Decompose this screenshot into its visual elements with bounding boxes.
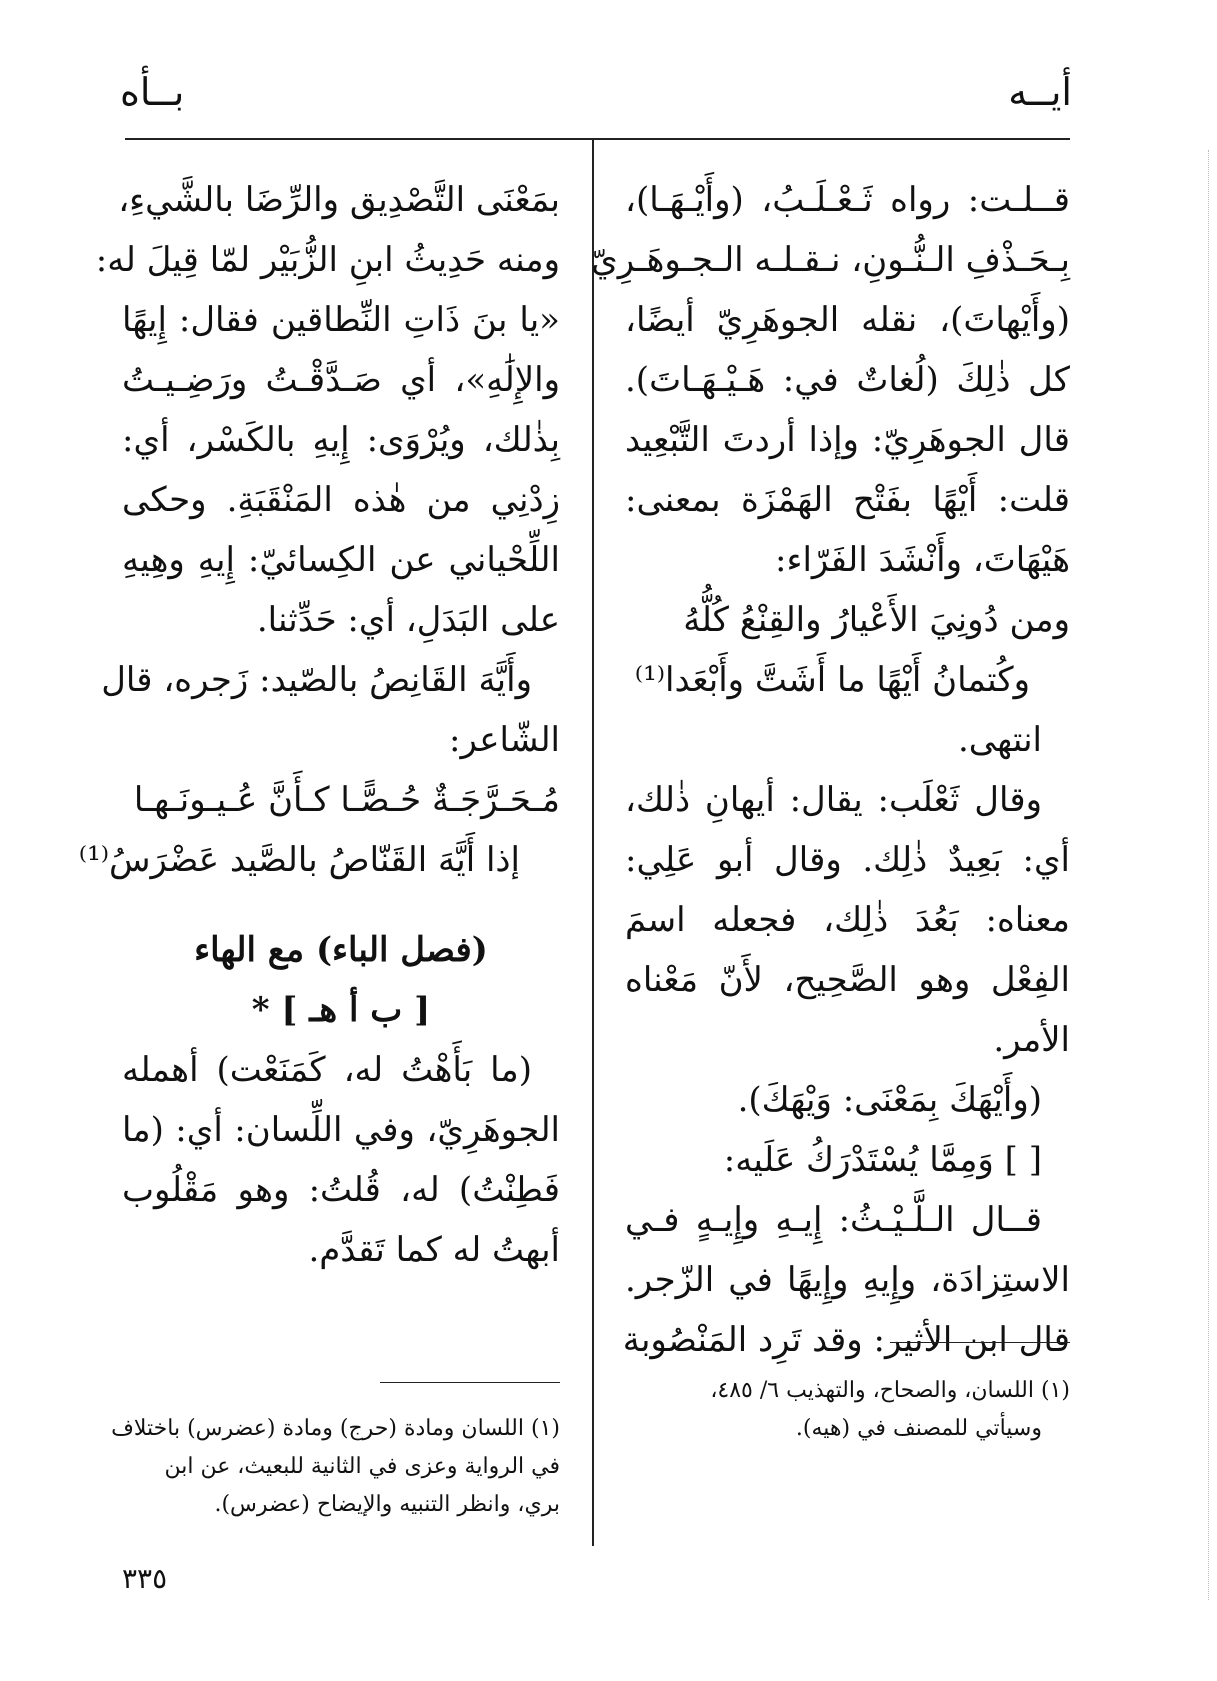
text-line: بِـحَـذْفِ الـنُّـونِ، نـقـلـه الـجـوهَـرِيّ xyxy=(591,240,1070,280)
text-line: انتهى. xyxy=(958,720,1042,760)
footnote-right xyxy=(625,1372,1070,1448)
entry-root-heading: [ ب أ هـ ] * xyxy=(251,990,431,1030)
text-line: قال الجوهَرِيّ: وإذا أردتَ التَّبْعِيد xyxy=(625,420,1070,460)
text-line: قال ابن الأثير: وقد تَرِد المَنْصُوبة xyxy=(622,1320,1070,1360)
text-line: قلت: أَيْهًا بفَتْح الهَمْزَة بمعنى: xyxy=(625,480,1070,520)
header-rule xyxy=(125,138,1070,140)
footnote-line: (١) اللسان ومادة (حرج) ومادة (عضرس) باختلاف xyxy=(111,1416,560,1441)
text-line: وقال ثَعْلَب: يقال: أيهانِ ذٰلك، xyxy=(625,780,1042,820)
text-line: الجوهَرِيّ، وفي اللِّسان: أي: (ما xyxy=(122,1110,560,1150)
text-line: بمَعْنَى التَّصْدِيق والرِّضَا بالشَّيءِ، xyxy=(118,180,560,220)
text-line: اللِّحْياني عن الكِسائيّ: إِيهِ وهِيهِ xyxy=(122,540,560,580)
running-head-left: بــأه xyxy=(120,70,185,114)
footnote-line: في الرواية وعزى في الثانية للبعيث، عن ابن xyxy=(164,1454,560,1479)
footnote-left xyxy=(111,1410,560,1524)
text-line: هَيْهَاتَ، وأَنْشَدَ الفَرّاء: xyxy=(775,540,1070,580)
text-line: وأَيَّهَ القَانِصُ بالصّيد: زَجره، قال xyxy=(101,660,532,700)
footnote-line: بري، وانظر التنبيه والإيضاح (عضرس). xyxy=(214,1492,560,1517)
text-line: بِذٰلك، ويُرْوَى: إِيهِ بالكَسْر، أي: xyxy=(122,420,560,460)
footnote-line: وسيأتي للمصنف في (هيه). xyxy=(795,1416,1042,1441)
text-line: «يا بنَ ذَاتِ النِّطاقين فقال: إِيهًا xyxy=(122,300,560,340)
text-line: كل ذٰلِكَ (لُغاتٌ في: هَـيْـهَـاتَ). xyxy=(625,360,1070,400)
section-heading: (فصل الباء) مع الهاء xyxy=(194,930,488,970)
text-line: الأمر. xyxy=(993,1020,1070,1060)
running-head-right: أيــه xyxy=(1008,70,1072,114)
text-line: الفِعْل وهو الصَّحِيح، لأَنّ مَعْناه xyxy=(625,960,1070,1000)
text-line: معناه: بَعُدَ ذٰلِك، فجعله اسمَ xyxy=(625,900,1070,940)
verse-line: ومن دُونِيَ الأَعْيارُ والقِنْعُ كُلُّهُ xyxy=(683,600,1070,640)
text-line: ومنه حَدِيثُ ابنِ الزُّبَيْر لمّا قِيلَ له: xyxy=(95,240,560,280)
footnote-rule-left xyxy=(380,1382,560,1383)
right-column xyxy=(591,170,1070,1370)
text-line: (ما بَأَهْتُ له، كَمَنَعْت) أهمله xyxy=(122,1050,532,1090)
text-line: الاستِزادَة، وإِيهِ وإِيهًا في الزّجر. xyxy=(625,1260,1070,1300)
text-line: فَطِنْتُ) له، قُلتُ: وهو مَقْلُوب xyxy=(122,1170,560,1210)
verse-line: مُـحَـرَّجَـةٌ حُـصًّـا كـأَنَّ عُـيـونَـهـا xyxy=(133,780,560,820)
footnote-line: (١) اللسان، والصحاح، والتهذيب ٦/ ٤٨٥، xyxy=(710,1378,1070,1403)
left-column xyxy=(78,170,560,1280)
page-number: ٣٣٥ xyxy=(122,1562,168,1595)
text-line: قــال الـلَّـيْـثُ: إِيـهِ وإِيـهٍ فـي xyxy=(625,1200,1042,1240)
addendum-heading: [ ] وَمِمَّا يُسْتَدْرَكُ عَلَيه: xyxy=(723,1140,1042,1180)
text-line: على البَدَلِ، أي: حَدِّثنا. xyxy=(256,600,560,640)
entry-line: (وأَيْهَكَ بِمَعْنَى: وَيْهَكَ). xyxy=(737,1080,1042,1120)
text-line: والإِلَٰهِ»، أي صَـدَّقْـتُ ورَضِـيـتُ xyxy=(122,360,560,400)
spacer-line xyxy=(122,890,560,920)
text-line: أبهتُ له كما تَقدَّم. xyxy=(308,1230,560,1270)
text-line: أي: بَعِيدٌ ذٰلِك. وقال أبو عَلِي: xyxy=(625,840,1070,880)
text-line: قــلـت: رواه ثَـعْـلَـبُ، (وأَيْـهَـا)، xyxy=(625,180,1070,220)
text-line: الشّاعر: xyxy=(449,720,560,760)
text-line: (وأَيْهاتَ)، نقله الجوهَرِيّ أيضًا، xyxy=(625,300,1070,340)
verse-line: وكُتمانُ أَيْهًا ما أَشَتَّ وأَبْعَدا⁽¹⁾ xyxy=(634,660,1030,700)
scan-margin-marks xyxy=(1205,150,1209,1600)
text-line: زِدْنِي من هٰذه المَنْقَبَةِ. وحكى xyxy=(122,480,560,520)
footnote-rule-right xyxy=(890,1342,1070,1343)
column-divider xyxy=(592,138,594,1546)
verse-line: إذا أَيَّهَ القَنّاصُ بالصَّيد عَضْرَسُ⁽¹⁾ xyxy=(78,840,520,880)
